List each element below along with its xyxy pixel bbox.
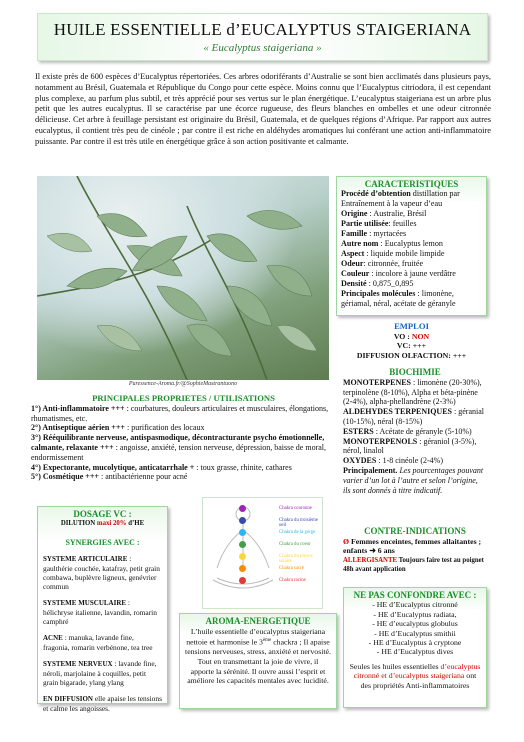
- aroma-energetique-box: [179, 613, 337, 709]
- chakra-dot: [239, 577, 246, 584]
- synergy-row-value: elle apaise les tensions et calme les angoisses.: [43, 694, 162, 713]
- dilution-line: [43, 519, 162, 528]
- characteristic-row: [341, 229, 482, 239]
- aroma-heading: AROMA-ENERGETIQUE: [205, 616, 311, 626]
- biochimie-row-value: : géranial (10-15%), néral (8-15%): [343, 407, 484, 426]
- confondre-note-b: ont des propriétés Anti-inflammatoires: [360, 671, 477, 690]
- biochimie-note-label: Principalement.: [343, 465, 398, 475]
- contraindications-section: [343, 527, 487, 575]
- synergy-row: [43, 694, 162, 713]
- property-row-key: 1°) Anti-inflammatoire +++: [31, 403, 125, 413]
- characteristic-row: [341, 279, 482, 289]
- emploi-section: [336, 322, 487, 360]
- characteristic-row-value: : limonène, gériamal, néral, acétate de géranyle: [341, 289, 456, 308]
- characteristics-heading: CARACTERISTIQUES: [364, 179, 459, 189]
- synergy-row-key: EN DIFFUSION: [43, 695, 93, 703]
- characteristic-row-key: Partie utilisée: [341, 219, 389, 228]
- vo-value: NON: [411, 331, 430, 341]
- characteristics-list: [341, 189, 482, 309]
- characteristic-row-key: Aspect: [341, 249, 365, 258]
- arrow-icon: ➜: [369, 546, 376, 556]
- characteristic-row-value: : incolore à jaune verdâtre: [369, 269, 456, 278]
- confondre-item: - HE d’Eucalyptus smithii: [374, 628, 456, 638]
- property-row: [31, 433, 336, 462]
- characteristic-row-value: distillation par Entraînement à la vapeur d’eau: [341, 189, 460, 208]
- confondre-note: [348, 662, 482, 690]
- characteristic-row-key: Famille: [341, 229, 368, 238]
- chakra-dot: [239, 517, 246, 524]
- synergy-row: [43, 598, 162, 626]
- synergy-row-value: : manuka, lavande fine, fragonia, romarin verbénone, tea tree: [43, 633, 153, 652]
- characteristic-row-value: : liquide mobile limpide: [364, 249, 445, 258]
- chakra-dot: [239, 505, 246, 512]
- emploi-vo: [336, 332, 487, 342]
- synergy-row-value: : gaulthérie couchée, katafray, petit grain combawa, buplèvre ligneux, genévrier commun: [43, 554, 160, 591]
- allergen-text: Toujours faire test au poignet 48h avant application: [343, 556, 484, 574]
- vc-value: VC: +++: [396, 341, 427, 351]
- biochimie-row: [343, 456, 487, 466]
- contra-line1-text: Femmes enceintes, femmes allaitantes ; enfants: [343, 536, 482, 556]
- biochimie-heading: BIOCHIMIE: [389, 367, 441, 377]
- characteristics-box: [336, 176, 487, 316]
- biochimie-row-key: ESTERS: [343, 426, 374, 436]
- characteristic-row-value: : citronnée, fruitée: [363, 259, 424, 268]
- property-row-value: : purification des locaux: [124, 423, 205, 433]
- allergen-label: ALLERGISANTE: [343, 556, 398, 564]
- eucalyptus-leaves-illustration: [37, 176, 329, 380]
- confondre-item: - HE d’Eucalyptus citronné: [372, 600, 458, 610]
- page-title: HUILE ESSENTIELLE d’EUCALYPTUS STAIGERIANA: [53, 20, 472, 39]
- characteristic-row: [341, 259, 482, 269]
- confondre-item: - HE d’Eucalyptus dives: [376, 647, 454, 657]
- aroma-text-sup: ème: [262, 638, 272, 644]
- dilution-label: DILUTION: [60, 520, 97, 527]
- synergy-row-value: : lavande fine, néroli, marjolaine à coquilles, petit grain bigarade, ylang ylang: [43, 659, 157, 687]
- biochimie-row: [343, 407, 487, 427]
- properties-list: [31, 404, 336, 482]
- characteristic-row-value: : 0,875_0,895: [366, 279, 414, 288]
- biochimie-row-value: : limonène (20-30%), terpinolène (8-10%), Alpha et béta-pinène (2-4%), alpha-phellandrène (2-3%): [343, 377, 482, 407]
- confondre-item: - HE d’Eucalyptus à cryptone: [368, 638, 462, 648]
- chakra-label: Chakra du plexus solaire: [279, 554, 313, 564]
- properties-heading: PRINCIPALES PROPRIETES / UTILISATIONS: [92, 393, 275, 403]
- synergy-row-key: SYSTEME ARTICULAIRE: [43, 555, 128, 563]
- property-row-value: : toux grasse, rhinite, cathares: [194, 462, 292, 472]
- chakra-dot: [239, 565, 246, 572]
- vo-label: VO :: [393, 331, 412, 341]
- biochimie-row: [343, 427, 487, 437]
- confondre-heading: NE PAS CONFONDRE AVEC :: [353, 590, 477, 600]
- chakra-dot: [239, 529, 246, 536]
- biochimie-row-key: OXYDES: [343, 456, 377, 466]
- title-box: [37, 13, 488, 61]
- characteristic-row-value: : feuilles: [388, 219, 417, 228]
- chakra-label: Chakra racine: [279, 578, 306, 583]
- synergies-heading: SYNERGIES AVEC :: [65, 538, 140, 547]
- synergy-row-value: : hélichryse italienne, lavandin, romarin camphré: [43, 598, 157, 626]
- characteristic-row-key: Principales molécules: [341, 289, 416, 298]
- dosage-heading: DOSAGE VC :: [73, 509, 132, 519]
- characteristic-row-key: Procédé d’obtention: [341, 189, 411, 198]
- synergy-row-key: SYSTEME MUSCULAIRE: [43, 599, 127, 607]
- biochimie-row-value: : 1-8 cinéole (2-4%): [376, 456, 443, 466]
- property-row-value: : angoisse, anxiété, tension nerveuse, dépression, baisse de moral, endormissement: [31, 442, 327, 462]
- property-row-value: : antibactérienne pour acné: [98, 472, 188, 482]
- property-row: [31, 463, 336, 473]
- eucalyptus-photo: [37, 176, 329, 380]
- aroma-text-a: L’huile essentielle d’eucalyptus staigeriana nettoie et harmonise le 3: [186, 626, 326, 647]
- confusion-box: [343, 587, 487, 708]
- meditation-figure: [203, 498, 322, 608]
- confondre-item: - HE d’eucalyptus globulus: [372, 619, 458, 629]
- biochimie-row-value: : géraniol (3-5%), nérol, linalol: [343, 436, 477, 456]
- characteristic-row: [341, 189, 482, 209]
- property-row: [31, 472, 336, 482]
- characteristic-row-key: Couleur: [341, 269, 370, 278]
- characteristic-row: [341, 209, 482, 219]
- contra-line1: [343, 537, 487, 556]
- characteristic-row-key: Autre nom: [341, 239, 379, 248]
- synergy-row: [43, 554, 162, 591]
- aroma-text: [185, 627, 331, 686]
- chakra-label: Chakra du coeur: [279, 542, 311, 547]
- characteristic-row: [341, 219, 482, 229]
- photo-caption: Puressence-Aroma.fr/@SophieMastrantuono: [128, 381, 238, 387]
- prohibited-icon: Ø: [343, 536, 350, 546]
- property-row-key: 5°) Cosmétique +++: [31, 472, 99, 482]
- biochimie-row: [343, 437, 487, 457]
- intro-paragraph: Il existe près de 600 espèces d’Eucalyptus répertoriées. Ces arbres odoriférants d’Australie se sont bien acclimatés dans plusieurs pays, notamment au Brésil, Guatemala et République du Congo pour cette espèce. Moins connu que l’Eucalyptus citriodora, il est cependant plus complexe, au parfum plus subtil, et très apprécié pour ses vertus sur le plan énergétique. L’eucalyptus staigeriana est un arbre plus petit que les autres eucalyptus. Il se caractérise par une écorce rugueuse, des fleurs blanches en ombelles et une odeur citronnée délicieuse. Cet arbre à feuillage persistant est originaire du Brésil, Guatemala, et de quelques régions d’Afrique. Par rapport aux autres eucalyptus, il contient très peu de cinéole ; par contre il est riche en aldéhydes aromatiques lui conférant une action anti-inflammatoire puissante. Par contre il est très utile en énergétique grâce à son action positivante et calmante.: [35, 72, 491, 146]
- characteristic-row-key: Densité: [341, 279, 367, 288]
- biochimie-note-text: Les pourcentages pouvant varier d’un lot à l’autre et selon l’origine, ils sont donnés à titre indicatif.: [343, 465, 484, 495]
- biochimie-row-key: ALDEHYDES TERPENIQUES: [343, 407, 452, 417]
- confondre-note-a: Seules les huiles essentielles: [349, 661, 441, 671]
- characteristic-row: [341, 249, 482, 259]
- property-row-value: : courbatures, douleurs articulaires et musculaires, élongations, rhumatismes, etc.: [31, 403, 329, 423]
- biochimie-row-key: MONOTERPENES: [343, 377, 412, 387]
- property-row: [31, 423, 336, 433]
- emploi-heading: EMPLOI: [394, 321, 429, 331]
- characteristic-row: [341, 269, 482, 279]
- confondre-list: [348, 600, 482, 656]
- property-row-key: 4°) Expectorante, mucolytique, anticatarrhale +: [31, 462, 195, 472]
- synergy-row: [43, 633, 162, 652]
- characteristic-row-value: : Eucalyptus lemon: [378, 239, 443, 248]
- chakra-label: Chakra de la gorge: [279, 530, 316, 535]
- emploi-vc: [336, 341, 487, 351]
- emploi-diffusion: [336, 351, 487, 361]
- characteristic-row: [341, 289, 482, 309]
- aroma-text-b: chackra ; Il apaise tensions nerveuses, stress, anxiété et nervosité. Tout en transmettant la joie de vivre, il apporte la sérénité. Il ouvre aussi l’esprit et améliore les capacités mentales avec lucidité.: [185, 637, 331, 686]
- confondre-item: - HE d’Eucalyptus radiata,: [373, 609, 457, 619]
- properties-section: [31, 394, 336, 482]
- chakra-label: Chakra du troisième oeil: [279, 518, 318, 528]
- characteristic-row: [341, 239, 482, 249]
- dilution-value: maxi 20%: [96, 520, 127, 527]
- dosage-box: [37, 506, 168, 713]
- characteristic-row-value: : myrtacées: [367, 229, 407, 238]
- biochimie-section: [343, 368, 487, 495]
- biochimie-row: [343, 378, 487, 407]
- chakra-dot: [239, 541, 246, 548]
- biochimie-list: [343, 378, 487, 466]
- latin-name: « Eucalyptus staigeriana »: [203, 42, 322, 54]
- synergy-row-key: SYSTEME NERVEUX: [43, 660, 113, 668]
- biochimie-row-key: MONOTERPENOLS: [343, 436, 418, 446]
- biochimie-row-value: : Acétate de géranyle (5-10%): [373, 426, 472, 436]
- characteristic-row-key: Origine: [341, 209, 368, 218]
- property-row-key: 2°) Antiseptique aérien +++: [31, 423, 125, 433]
- property-row: [31, 404, 336, 424]
- chakra-dot: [239, 553, 246, 560]
- contra-allergen: [343, 556, 487, 575]
- biochimie-note: [343, 466, 487, 495]
- property-row-key: 3°) Rééquilibrante nerveuse, antispasmodique, décontracturante psycho émotionnelle, calmante, relaxante +++: [31, 433, 325, 452]
- dilution-suffix: d’HE: [126, 520, 145, 527]
- chakra-label: Chakra sacré: [279, 566, 304, 571]
- characteristic-row-key: Odeur: [341, 259, 364, 268]
- chakra-diagram: [202, 497, 323, 609]
- synergy-row: [43, 659, 162, 687]
- diffusion-value: DIFFUSION OLFACTION: +++: [356, 350, 467, 360]
- chakra-label: Chakra couronne: [279, 506, 312, 511]
- contra-line1-end: 6 ans: [375, 546, 395, 556]
- characteristic-row-value: : Australie, Brésil: [367, 209, 427, 218]
- confondre-note-red: d’eucalyptus citronné et d’eucalyptus staigeriana: [353, 661, 481, 681]
- synergy-row-key: ACNE: [43, 634, 63, 642]
- contra-heading: CONTRE-INDICATIONS: [364, 526, 466, 536]
- synergies-list: [43, 554, 162, 713]
